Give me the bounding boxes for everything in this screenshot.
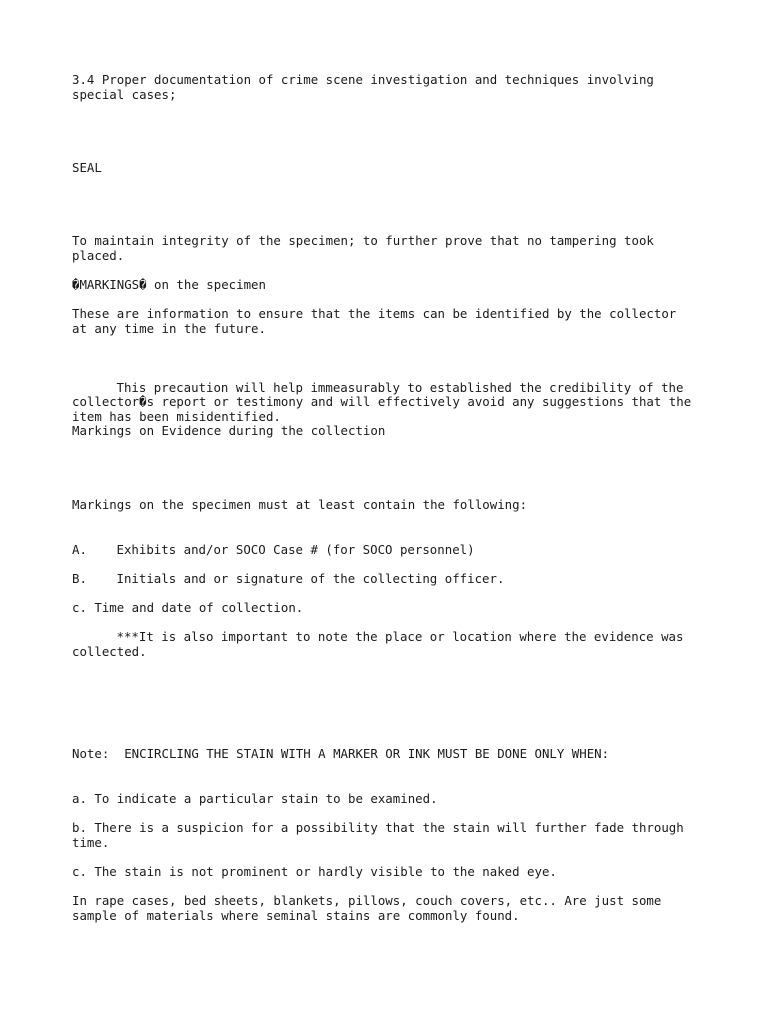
markings-text-line-2: at any time in the future. [72, 321, 266, 336]
list-item-text: Initials and or signature of the collecting officer. [116, 571, 505, 586]
markings-text-line-1: These are information to ensure that the items can be identified by the collector [72, 306, 677, 321]
list-marker: A. [72, 542, 87, 557]
important-note-line-2: collected. [72, 644, 147, 659]
seal-text-line-1: To maintain integrity of the specimen; to further prove that no tampering took [72, 233, 654, 248]
section-heading-line-1: 3.4 Proper documentation of crime scene investigation and techniques involving [72, 72, 654, 87]
markings-title: �MARKINGS� on the specimen [72, 277, 266, 292]
specimen-list-item-b [72, 572, 504, 587]
rape-cases-line-2: sample of materials where seminal stains are commonly found. [72, 908, 520, 923]
section-heading-line-2: special cases; [72, 87, 177, 102]
specimen-list-item-a [72, 543, 475, 558]
seal-title: SEAL [72, 160, 102, 175]
rape-cases-line-1: In rape cases, bed sheets, blankets, pillows, couch covers, etc.. Are just some [72, 893, 662, 908]
note-item-c: c. The stain is not prominent or hardly visible to the naked eye. [72, 864, 557, 879]
list-item-text: Exhibits and/or SOCO Case # (for SOCO personnel) [116, 542, 475, 557]
list-marker: B. [72, 571, 87, 586]
specimen-intro: Markings on the specimen must at least contain the following: [72, 497, 528, 512]
precaution-text-line-3: item has been misidentified. [72, 409, 281, 424]
important-note-line-1: ***It is also important to note the place or location where the evidence was [116, 629, 684, 644]
note-item-b-line-2: time. [72, 835, 110, 850]
seal-text-line-2: placed. [72, 248, 125, 263]
note-heading: Note: ENCIRCLING THE STAIN WITH A MARKER OR INK MUST BE DONE ONLY WHEN: [72, 746, 610, 761]
note-item-b-line-1: b. There is a suspicion for a possibility that the stain will further fade through [72, 820, 684, 835]
precaution-text-line-1: This precaution will help immeasurably to established the credibility of the [116, 380, 684, 395]
time-item: c. Time and date of collection. [72, 600, 304, 615]
precaution-text-line-2: collector�s report or testimony and will effectively avoid any suggestions that the [72, 394, 692, 409]
note-item-a: a. To indicate a particular stain to be examined. [72, 791, 438, 806]
markings-collection-title: Markings on Evidence during the collection [72, 423, 386, 438]
